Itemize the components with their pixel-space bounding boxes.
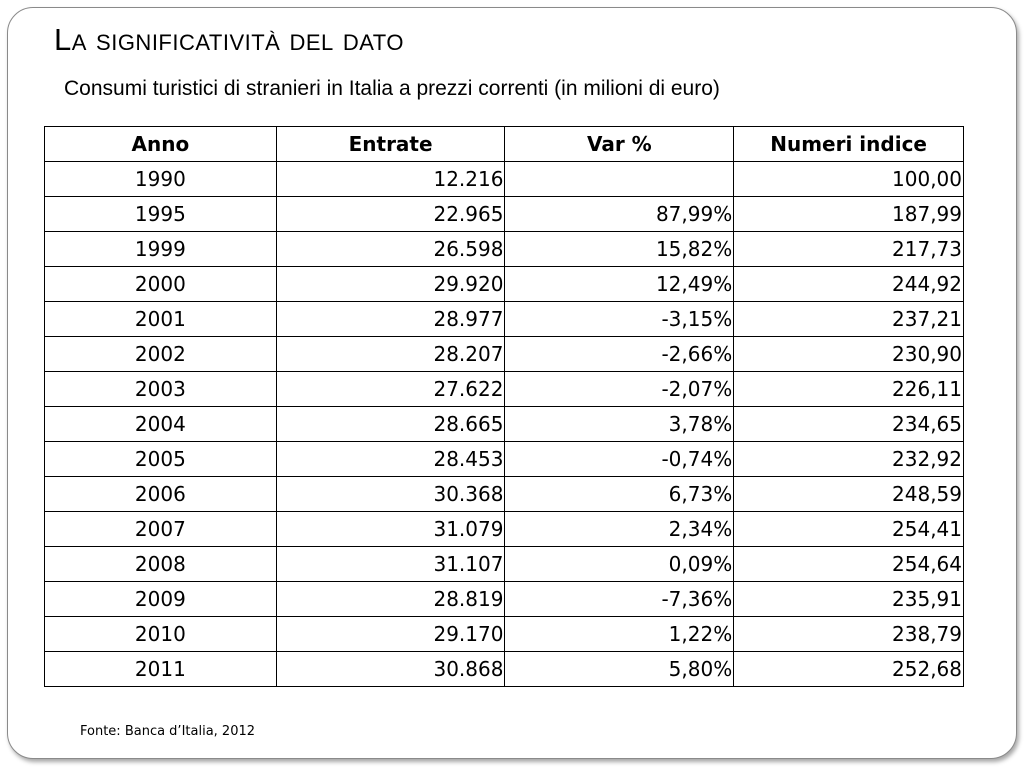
cell-numeri-indice: 232,92 [734, 442, 964, 477]
cell-numeri-indice: 254,64 [734, 547, 964, 582]
cell-var-percent: 2,34% [505, 512, 734, 547]
cell-anno: 2009 [45, 582, 277, 617]
cell-anno: 2003 [45, 372, 277, 407]
table-row [45, 617, 964, 652]
table-body [45, 162, 964, 687]
cell-entrate: 12.216 [276, 162, 505, 197]
cell-anno: 2011 [45, 652, 277, 687]
cell-entrate: 28.207 [276, 337, 505, 372]
table-row [45, 407, 964, 442]
cell-entrate: 30.368 [276, 477, 505, 512]
table-row [45, 547, 964, 582]
cell-var-percent: -2,66% [505, 337, 734, 372]
table-row [45, 512, 964, 547]
source-note: Fonte: Banca d’Italia, 2012 [80, 724, 256, 739]
cell-numeri-indice: 237,21 [734, 302, 964, 337]
table-row [45, 582, 964, 617]
cell-numeri-indice: 226,11 [734, 372, 964, 407]
cell-anno: 2004 [45, 407, 277, 442]
cell-var-percent: -7,36% [505, 582, 734, 617]
cell-var-percent: -3,15% [505, 302, 734, 337]
table-row [45, 197, 964, 232]
cell-var-percent: 15,82% [505, 232, 734, 267]
cell-entrate: 30.868 [276, 652, 505, 687]
cell-anno: 2007 [45, 512, 277, 547]
cell-numeri-indice: 187,99 [734, 197, 964, 232]
cell-anno: 2001 [45, 302, 277, 337]
cell-var-percent: -2,07% [505, 372, 734, 407]
cell-anno: 1990 [45, 162, 277, 197]
cell-entrate: 29.920 [276, 267, 505, 302]
cell-var-percent: 3,78% [505, 407, 734, 442]
table-row [45, 372, 964, 407]
table-row [45, 442, 964, 477]
cell-var-percent: 87,99% [505, 197, 734, 232]
cell-anno: 2000 [45, 267, 277, 302]
cell-entrate: 29.170 [276, 617, 505, 652]
cell-numeri-indice: 238,79 [734, 617, 964, 652]
table-row [45, 232, 964, 267]
cell-numeri-indice: 235,91 [734, 582, 964, 617]
cell-numeri-indice: 252,68 [734, 652, 964, 687]
header-var-percent: Var % [505, 127, 734, 162]
header-anno: Anno [45, 127, 277, 162]
table-row [45, 302, 964, 337]
data-table [44, 126, 964, 687]
cell-anno: 2010 [45, 617, 277, 652]
cell-anno: 1999 [45, 232, 277, 267]
table-row [45, 337, 964, 372]
header-entrate: Entrate [276, 127, 505, 162]
cell-numeri-indice: 217,73 [734, 232, 964, 267]
table-row [45, 477, 964, 512]
cell-entrate: 31.107 [276, 547, 505, 582]
table-row [45, 267, 964, 302]
cell-numeri-indice: 244,92 [734, 267, 964, 302]
slide-title: La significatività del dato [54, 22, 404, 57]
table-header-row [45, 127, 964, 162]
cell-numeri-indice: 254,41 [734, 512, 964, 547]
cell-anno: 2006 [45, 477, 277, 512]
header-numeri-indice: Numeri indice [734, 127, 964, 162]
table-row [45, 652, 964, 687]
cell-var-percent: -0,74% [505, 442, 734, 477]
cell-var-percent: 1,22% [505, 617, 734, 652]
cell-numeri-indice: 248,59 [734, 477, 964, 512]
cell-anno: 1995 [45, 197, 277, 232]
cell-entrate: 28.977 [276, 302, 505, 337]
cell-entrate: 27.622 [276, 372, 505, 407]
cell-numeri-indice: 234,65 [734, 407, 964, 442]
cell-anno: 2005 [45, 442, 277, 477]
cell-anno: 2002 [45, 337, 277, 372]
cell-entrate: 28.665 [276, 407, 505, 442]
cell-entrate: 31.079 [276, 512, 505, 547]
cell-var-percent: 5,80% [505, 652, 734, 687]
cell-entrate: 26.598 [276, 232, 505, 267]
cell-entrate: 28.819 [276, 582, 505, 617]
cell-var-percent: 0,09% [505, 547, 734, 582]
cell-entrate: 28.453 [276, 442, 505, 477]
cell-numeri-indice: 100,00 [734, 162, 964, 197]
cell-numeri-indice: 230,90 [734, 337, 964, 372]
cell-var-percent: 12,49% [505, 267, 734, 302]
cell-entrate: 22.965 [276, 197, 505, 232]
cell-var-percent: 6,73% [505, 477, 734, 512]
cell-var-percent [505, 162, 734, 197]
cell-anno: 2008 [45, 547, 277, 582]
slide-subtitle: Consumi turistici di stranieri in Italia a prezzi correnti (in milioni di euro) [64, 77, 720, 100]
table-row [45, 162, 964, 197]
